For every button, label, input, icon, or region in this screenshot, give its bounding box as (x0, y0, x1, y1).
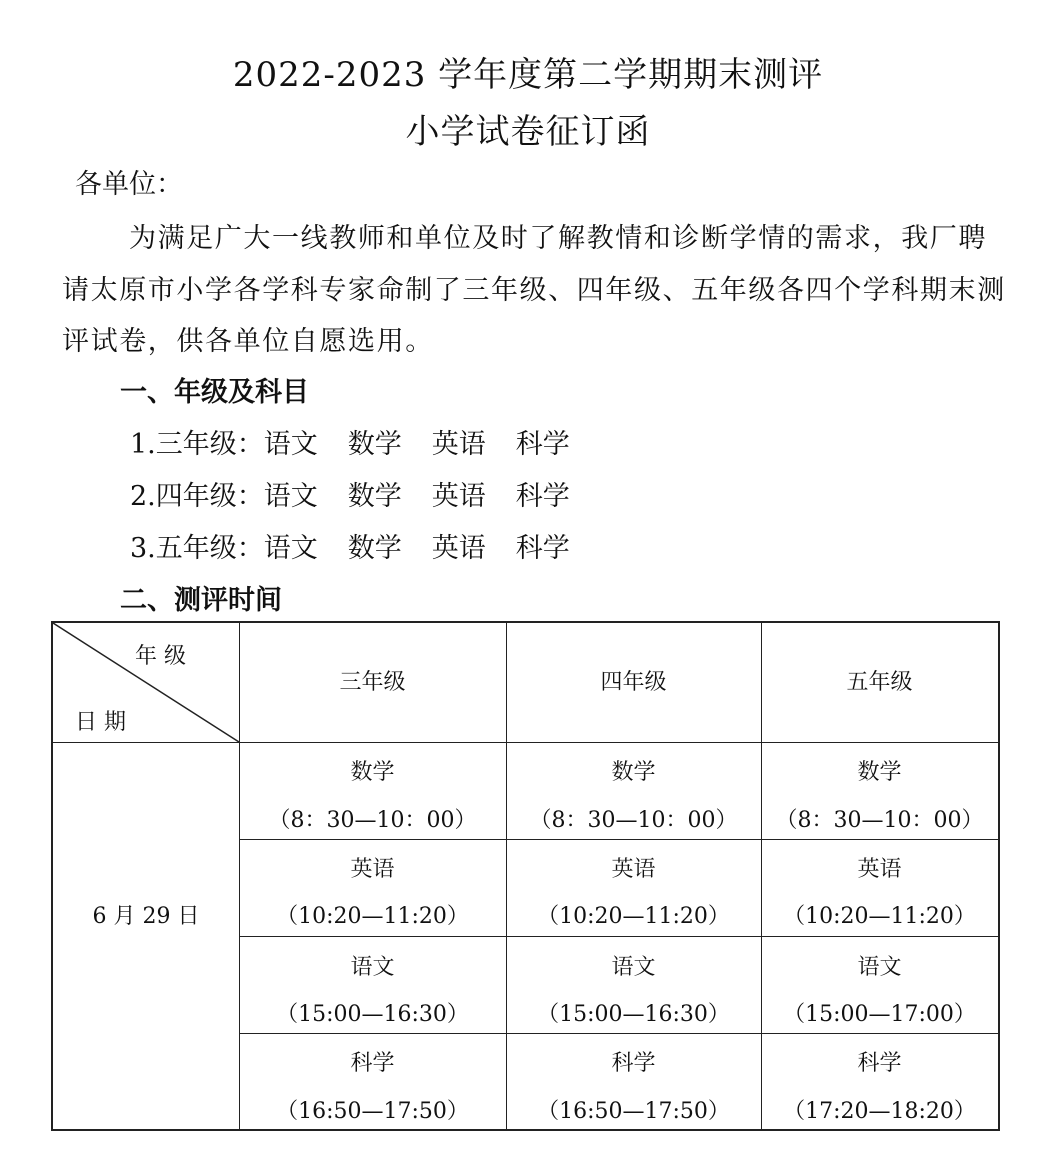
cell-time: （16:50—17:50） (537, 1099, 730, 1124)
cell-subject: 科学 (611, 1051, 656, 1076)
table-divider (239, 1033, 998, 1034)
cell-time: （15:00—16:30） (537, 1002, 730, 1027)
table-divider (239, 839, 998, 840)
grade-label: 3.五年级： (130, 533, 264, 564)
table-divider (53, 742, 998, 743)
document-subtitle: 小学试卷征订函 (405, 112, 651, 152)
cell-time: （17:20—18:20） (783, 1099, 976, 1124)
cell-time: （15:00—16:30） (276, 1002, 469, 1027)
cell-time: （16:50—17:50） (276, 1099, 469, 1124)
salutation: 各单位： (75, 169, 183, 200)
intro-line-1: 为满足广大一线教师和单位及时了解教情和诊断学情的需求，我厂聘 (129, 223, 987, 254)
grade-line (130, 532, 600, 566)
cell-time: （10:20—11:20） (276, 904, 469, 929)
cell-subject: 英语 (857, 857, 902, 882)
cell-subject: 科学 (857, 1051, 902, 1076)
cell-time: （10:20—11:20） (783, 904, 976, 929)
subject-english: 英语 (431, 481, 486, 512)
exam-date: 6 月 29 日 (92, 904, 200, 929)
column-header-grade-4: 四年级 (600, 670, 667, 695)
exam-schedule-table (51, 621, 1000, 1131)
grade-line (130, 480, 600, 514)
subject-science: 科学 (515, 429, 570, 460)
intro-line-2: 请太原市小学各学科专家命制了三年级、四年级、五年级各四个学科期末测 (62, 275, 1006, 306)
cell-subject: 数学 (350, 760, 395, 785)
cell-time: （10:20—11:20） (537, 904, 730, 929)
subject-science: 科学 (515, 481, 570, 512)
intro-line-3: 评试卷，供各单位自愿选用。 (62, 326, 434, 357)
subject-math: 数学 (347, 481, 402, 512)
subject-english: 英语 (431, 533, 486, 564)
cell-time: （15:00—17:00） (783, 1002, 976, 1027)
cell-subject: 数学 (611, 760, 656, 785)
subject-chinese: 语文 (263, 429, 318, 460)
section-heading-schedule: 二、测评时间 (120, 585, 282, 616)
cell-time: （8：30—10：00） (775, 808, 984, 833)
cell-time: （8：30—10：00） (529, 808, 738, 833)
section-heading-subjects: 一、年级及科目 (120, 377, 309, 408)
corner-header-date: 日 期 (75, 710, 126, 735)
cell-time: （8：30—10：00） (268, 808, 477, 833)
column-header-grade-3: 三年级 (339, 670, 406, 695)
subject-science: 科学 (515, 533, 570, 564)
cell-subject: 科学 (350, 1051, 395, 1076)
table-divider (239, 936, 998, 937)
document-title: 2022-2023 学年度第二学期期末测评 (232, 55, 824, 95)
subject-math: 数学 (347, 533, 402, 564)
cell-subject: 语文 (350, 955, 395, 980)
subject-math: 数学 (347, 429, 402, 460)
cell-subject: 英语 (611, 857, 656, 882)
cell-subject: 英语 (350, 857, 395, 882)
subject-chinese: 语文 (263, 533, 318, 564)
grade-line (130, 428, 600, 462)
grade-label: 1.三年级： (130, 429, 264, 460)
grade-label: 2.四年级： (130, 481, 264, 512)
cell-subject: 语文 (611, 955, 656, 980)
cell-subject: 数学 (857, 760, 902, 785)
column-header-grade-5: 五年级 (846, 670, 913, 695)
cell-subject: 语文 (857, 955, 902, 980)
subject-chinese: 语文 (263, 481, 318, 512)
subject-english: 英语 (431, 429, 486, 460)
corner-header-grade: 年 级 (135, 644, 186, 669)
